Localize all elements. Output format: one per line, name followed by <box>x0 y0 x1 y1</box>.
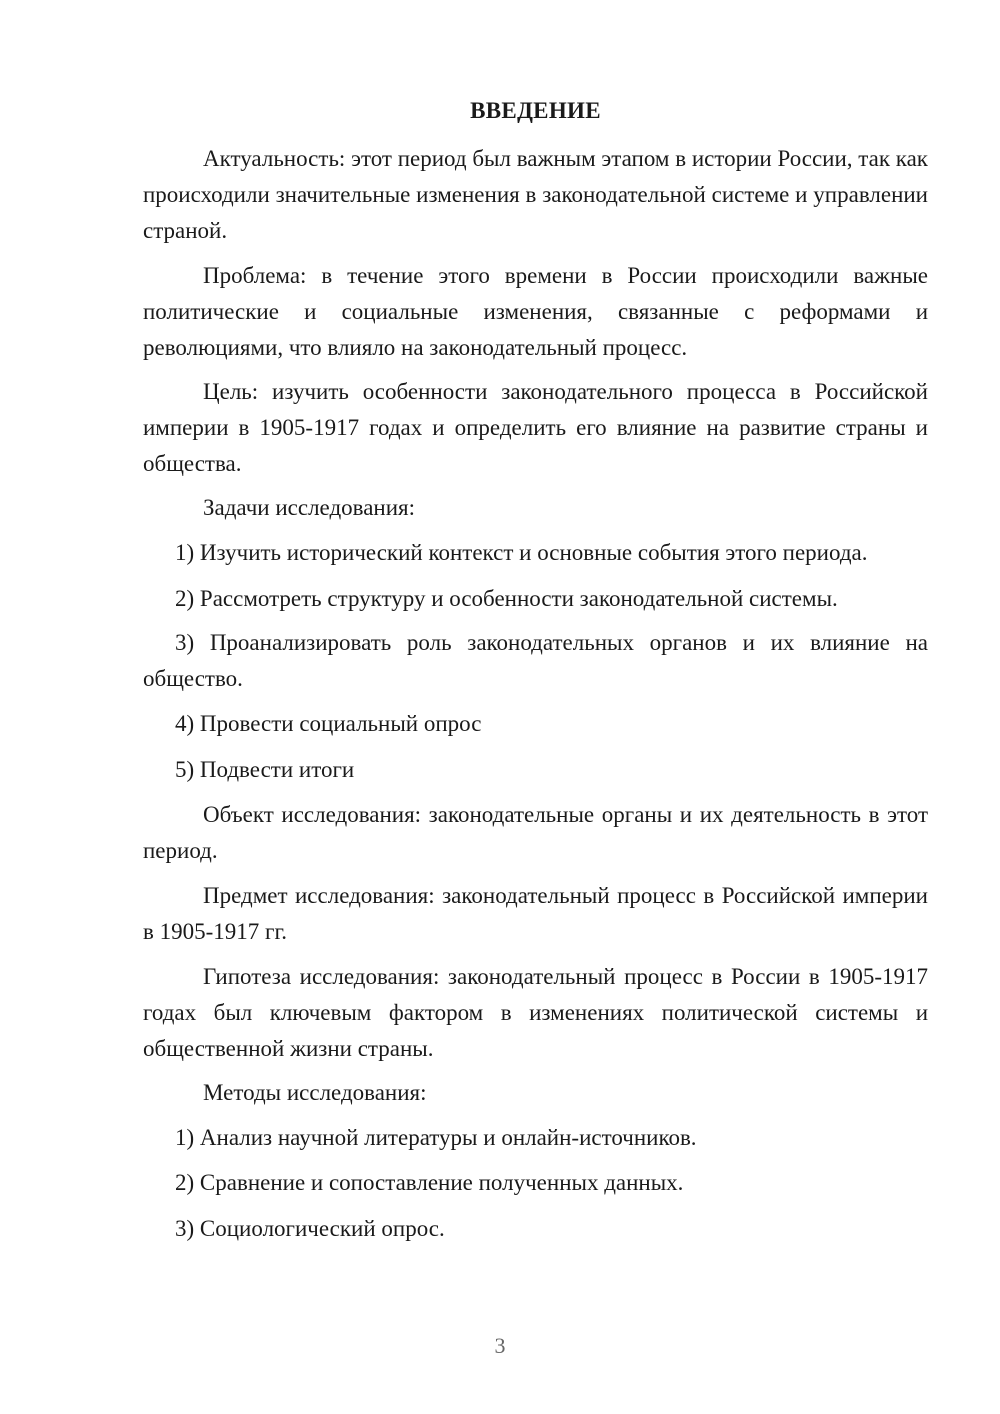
paragraph-relevance: Актуальность: этот период был важным этапом в истории России, так как происходили значительные изменения в законодательной системе и управлении страной. <box>143 146 928 243</box>
method-item: 1) Анализ научной литературы и онлайн-источников. <box>175 1125 697 1150</box>
task-item: 4) Провести социальный опрос <box>175 711 482 736</box>
method-item: 3) Социологический опрос. <box>175 1216 445 1241</box>
task-item: 2) Рассмотреть структуру и особенности законодательной системы. <box>175 586 838 611</box>
method-item: 2) Сравнение и сопоставление полученных данных. <box>175 1170 684 1195</box>
tasks-heading: Задачи исследования: <box>203 495 416 520</box>
task-item: 5) Подвести итоги <box>175 757 355 782</box>
paragraph-goal: Цель: изучить особенности законодательного процесса в Российской империи в 1905-1917 годах и определить его влияние на развитие страны и общества. <box>143 379 928 476</box>
task-item: 1) Изучить исторический контекст и основные события этого периода. <box>175 540 868 565</box>
paragraph-object: Объект исследования: законодательные органы и их деятельность в этот период. <box>143 802 928 863</box>
page-number: 3 <box>494 1333 506 1358</box>
task-item: 3) Проанализировать роль законодательных органов и их влияние на общество. <box>143 630 928 691</box>
paragraph-subject: Предмет исследования: законодательный процесс в Российской империи в 1905-1917 гг. <box>143 883 928 944</box>
page-title: ВВЕДЕНИЕ <box>470 98 601 123</box>
paragraph-hypothesis: Гипотеза исследования: законодательный процесс в России в 1905-1917 годах был ключевым фактором в изменениях политической системы и общественной жизни страны. <box>143 964 928 1061</box>
paragraph-problem: Проблема: в течение этого времени в России происходили важные политические и социальные изменения, связанные с реформами и революциями, что влияло на законодательный процесс. <box>143 263 928 360</box>
methods-heading: Методы исследования: <box>203 1080 427 1105</box>
